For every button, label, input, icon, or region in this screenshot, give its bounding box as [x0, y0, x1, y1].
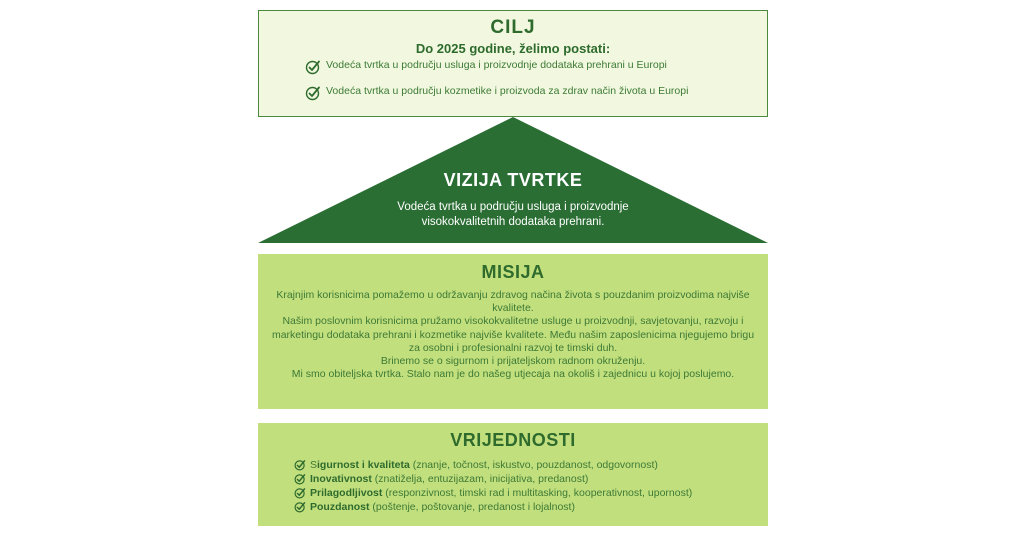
mission-text: [270, 289, 756, 381]
value-item: [294, 458, 658, 472]
value-name: Pouzdanost: [310, 501, 370, 513]
mission-line: Krajnjim korisnicima pomažemo u održavanju zdravog načina života s pouzdanim proizvodima najviše kvalitete.: [276, 289, 750, 315]
value-name: Inovativnost: [310, 473, 372, 485]
value-name: Prilagodljivost: [310, 487, 383, 499]
mission-line: Našim poslovnim korisnicima pružamo visokokvalitetne usluge u proizvodnji, savjetovanju, razvoju i marketingu dodataka prehrani i kozmetike najviše kvalitete. Među našim zaposlenicima njegujemo brigu za osobni i profesionalni razvoj te timski duh.: [271, 315, 755, 354]
value-detail: (responzivnost, timski rad i multitasking, kooperativnost, upornost): [385, 487, 693, 499]
value-detail: (znanje, točnost, iskustvo, pouzdanost, odgovornost): [412, 459, 658, 471]
goal-box: [258, 10, 768, 117]
goal-item: [305, 59, 711, 75]
mission-box: [258, 254, 768, 409]
value-item: [294, 500, 575, 514]
mission-line: Brinemo se o sigurnom i prijateljskom radnom okruženju.: [380, 355, 646, 368]
value-item: [294, 472, 588, 486]
value-item: [294, 486, 692, 500]
check-circle-icon: [294, 473, 306, 485]
vision-title: VIZIJA TVRTKE: [443, 170, 583, 190]
check-circle-icon: [305, 59, 321, 75]
values-box: [258, 423, 768, 526]
mission-line: Mi smo obiteljska tvrtka. Stalo nam je do našeg utjecaja na okoliš i zajednicu u kojoj poslujemo.: [291, 368, 735, 381]
value-lead: S: [310, 459, 318, 471]
goal-item-text: Vodeća tvrtka u području usluga i proizvodnje dodataka prehrani u Europi: [326, 59, 667, 71]
vision-text-line: visokokvalitetnih dodataka prehrani.: [421, 216, 605, 228]
check-circle-icon: [294, 459, 306, 471]
values-title: VRIJEDNOSTI: [450, 430, 576, 450]
value-name: igurnost i kvaliteta: [317, 459, 410, 471]
goal-item: [305, 85, 711, 101]
goal-item-text: Vodeća tvrtka u području kozmetike i proizvoda za zdrav način života u Europi: [326, 85, 689, 97]
mission-title: MISIJA: [481, 262, 545, 282]
goal-title: CILJ: [490, 17, 536, 38]
value-detail: (znatiželja, entuzijazam, inicijativa, predanost): [374, 473, 589, 485]
value-detail: (poštenje, poštovanje, predanost i lojalnost): [372, 501, 575, 513]
check-circle-icon: [294, 501, 306, 513]
check-circle-icon: [294, 487, 306, 499]
goal-subtitle: Do 2025 godine, želimo postati:: [415, 41, 611, 56]
vision-text-line: Vodeća tvrtka u području usluga i proizvodnje: [397, 201, 629, 213]
vision-text: [340, 200, 686, 230]
check-circle-icon: [305, 85, 321, 101]
